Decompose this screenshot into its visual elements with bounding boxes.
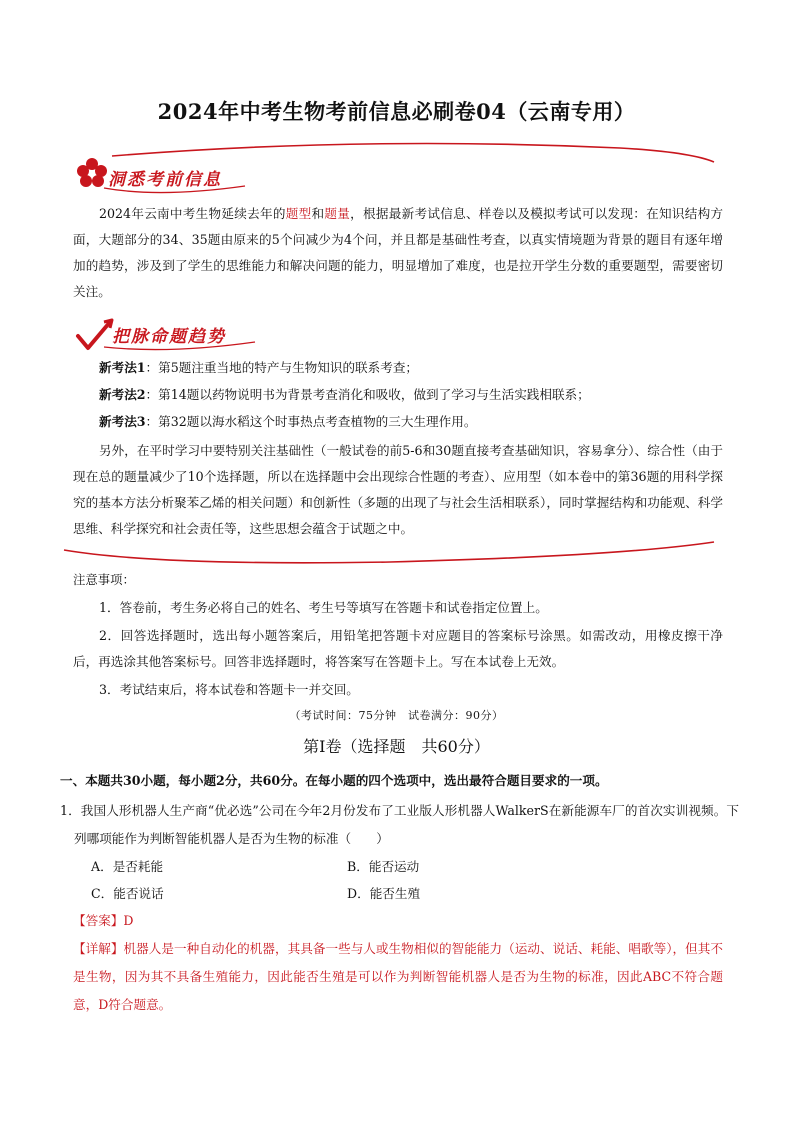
option-d: D．能否生殖 [347,886,421,901]
trend-paragraph: 另外，在平时学习中要特别关注基础性（一般试卷的前5-6和30题直接考查基础知识，容易拿分）、综合性（由于现在总的题量减少了10个选择题，所以在选择题中会出现综合性题的考查）、应用型（如本卷中的第36题的用科学探究的基本方法分析聚苯乙烯的相关问题）和创新性（多题的出现了与社会生活相联系），同时掌握结构和功能观、科学思维、科学探究和社会责任等，这些思想会蕴含于试题之中。 [73,443,723,536]
question-stem: 1．我国人形机器人生产商“优必选”公司在今年2月份发布了工业版人形机器人WalkerS在新能源车厂的首次实训视频。下列哪项能作为判断智能机器人是否为生物的标准（ ） [60,803,739,846]
new-method-2: 新考法2：第14题以药物说明书为背景考查消化和吸收，做到了学习与生活实践相联系； [99,387,590,402]
exam-info: （考试时间：75分钟 试卷满分：90分） [289,709,504,722]
check-arrow-icon [78,320,112,348]
bottom-curve [64,542,714,563]
info-paragraph: 2024年云南中考生物延续去年的题型和题量，根据最新考试信息、样卷以及模拟考试可以发现：在知识结构方面，大题部分的34、35题由原来的5个问减少为4个问，并且都是基础性考查，以真实情境题为背景的题目有逐年增加的趋势，涉及到了学生的思维能力和解决问题的能力，明显增加了难度，也是拉开学生分数的重要题型，需要密切关注。 [73,206,724,299]
explanation: 【详解】机器人是一种自动化的机器，其具备一些与人或生物相似的智能能力（运动、说话、耗能、唱歌等），但其不是生物，因为其不具备生殖能力，因此能否生殖是可以作为判断智能机器人是否为生物的标准，因此ABC不符合题意，D符合题意。 [73,941,724,1012]
section-heading-info: 洞悉考前信息 [108,170,222,190]
flower-icon [77,158,107,187]
notice-item-3: 3．考试结束后，将本试卷和答题卡一并交回。 [99,682,359,697]
answer: 【答案】D [73,913,134,928]
new-method-1: 新考法1：第5题注重当地的特产与生物知识的联系考查； [99,360,419,375]
notice-title: 注意事项： [73,572,135,587]
section-heading-trend: 把脉命题趋势 [112,327,226,347]
part-title: 第Ⅰ卷（选择题 共60分） [303,737,490,756]
top-curve [112,144,714,163]
page-title: 2024年中考生物考前信息必刷卷04（云南专用） [157,99,636,124]
notice-item-2: 2．回答选择题时，选出每小题答案后，用铅笔把答题卡对应题目的答案标号涂黑。如需改动，用橡皮擦干净后，再选涂其他答案标号。回答非选择题时，将答案写在答题卡上。写在本试卷上无效。 [73,628,723,669]
section-instruction: 一、本题共30小题，每小题2分，共60分。在每小题的四个选项中，选出最符合题目要求的一项。 [60,773,608,788]
option-c: C．能否说话 [91,886,164,901]
option-b: B．能否运动 [347,859,420,874]
option-a: A．是否耗能 [91,859,164,874]
notice-item-1: 1．答卷前，考生务必将自己的姓名、考生号等填写在答题卡和试卷指定位置上。 [99,600,548,615]
new-method-3: 新考法3：第32题以海水稻这个时事热点考查植物的三大生理作用。 [99,414,477,429]
